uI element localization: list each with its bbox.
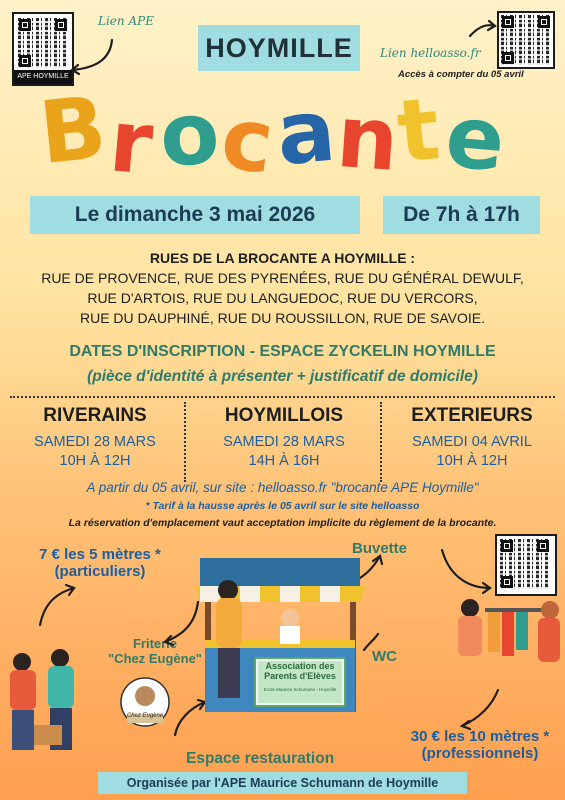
online-note: A partir du 05 avril, sur site : helloasso.fr "brocante APE Hoymille" bbox=[86, 480, 479, 495]
streets-heading: RUES DE LA BROCANTE A HOYMILLE : bbox=[149, 250, 416, 266]
stall-sign bbox=[258, 661, 342, 692]
eugene-logo-text: Chez Eugène bbox=[126, 713, 164, 719]
people-right bbox=[458, 599, 560, 662]
column-riverains bbox=[10, 405, 180, 471]
access-note: Accès à compter du 05 avril bbox=[398, 69, 524, 80]
event-hours: De 7h à 17h bbox=[403, 203, 520, 226]
price-pros-type: (professionnels) bbox=[421, 745, 539, 762]
child-figure bbox=[280, 609, 300, 644]
column-title: EXTERIEURS bbox=[411, 405, 533, 426]
town-name: HOYMILLE bbox=[205, 33, 353, 63]
column-time: 14H À 16H bbox=[248, 453, 320, 469]
title-brocante bbox=[0, 0, 565, 195]
column-date: SAMEDI 28 MARS bbox=[34, 434, 156, 450]
restauration-label: Espace restauration bbox=[186, 750, 335, 767]
stall-sign-line-1: Association des bbox=[265, 661, 335, 671]
buvette-label: Buvette bbox=[352, 540, 408, 557]
title-letter-4: c bbox=[216, 88, 279, 194]
lien-helloasso-label: Lien helloasso.fr bbox=[380, 46, 481, 60]
title-letter-8: e bbox=[441, 86, 509, 192]
price-individuals-type: (particuliers) bbox=[54, 563, 146, 580]
title-letter-1: B bbox=[34, 77, 111, 185]
wc-label: WC bbox=[372, 648, 397, 665]
footer-banner bbox=[98, 772, 467, 794]
friterie-line-2: "Chez Eugène" bbox=[108, 651, 202, 666]
title-letter-5: a bbox=[272, 80, 340, 186]
registration-heading: DATES D'INSCRIPTION - ESPACE ZYCKELIN HOYMILLE bbox=[69, 343, 496, 360]
arrow-pros bbox=[462, 690, 498, 726]
rules-note: La réservation d'emplacement vaut acceptation implicite du règlement de la brocante. bbox=[68, 517, 497, 529]
column-date: SAMEDI 28 MARS bbox=[223, 434, 345, 450]
price-pros-amount: 30 € les 10 mètres * bbox=[410, 728, 550, 745]
title-letter-2: r bbox=[105, 91, 157, 195]
arrow-wc bbox=[364, 634, 378, 650]
stall-sign-line-3: Ecole Maurice Schumann - Hoymille bbox=[263, 687, 337, 692]
streets-line-1: RUE DE PROVENCE, RUE DES PYRENÉES, RUE DU GÉNÉRAL DEWULF, bbox=[41, 270, 524, 286]
divider-col-2 bbox=[380, 402, 382, 482]
stall-sign-line-2: Parents d'Elèves bbox=[264, 671, 336, 681]
date-banner bbox=[30, 196, 360, 234]
event-date: Le dimanche 3 mai 2026 bbox=[74, 203, 316, 226]
registration-subheading: (pièce d'identité à présenter + justificatif de domicile) bbox=[87, 368, 478, 385]
hours-banner bbox=[383, 196, 540, 234]
divider-col-1 bbox=[184, 402, 186, 482]
divider-top bbox=[10, 396, 555, 398]
illustration bbox=[0, 530, 565, 770]
streets-line-3: RUE DU DAUPHINÉ, RUE DU ROUSSILLON, RUE DE SAVOIE. bbox=[79, 310, 486, 326]
title-letter-3: o bbox=[156, 83, 223, 187]
lien-ape-label: Lien APE bbox=[98, 14, 154, 28]
price-individuals-amount: 7 € les 5 mètres * bbox=[39, 546, 161, 563]
tariff-note: * Tarif à la hausse après le 05 avril sur le site helloasso bbox=[145, 500, 420, 512]
column-title: HOYMILLOIS bbox=[224, 405, 344, 426]
title-letter-7: t bbox=[392, 79, 445, 183]
column-date: SAMEDI 04 AVRIL bbox=[412, 434, 532, 450]
column-title: RIVERAINS bbox=[43, 405, 147, 426]
column-time: 10H À 12H bbox=[59, 453, 131, 469]
column-hoymillois bbox=[190, 405, 378, 471]
column-exterieurs bbox=[386, 405, 558, 471]
friterie-line-1: Friterie bbox=[132, 636, 178, 651]
column-time: 10H À 12H bbox=[436, 453, 508, 469]
footer-text: Organisée par l'APE Maurice Schumann de Hoymille bbox=[126, 776, 439, 790]
streets-line-2: RUE D'ARTOIS, RUE DU LANGUEDOC, RUE DU VERCORS, bbox=[87, 290, 478, 306]
title-letter-6: n bbox=[333, 86, 402, 192]
qr-caption: APE HOYMILLE bbox=[14, 70, 72, 84]
people-left bbox=[10, 649, 74, 750]
